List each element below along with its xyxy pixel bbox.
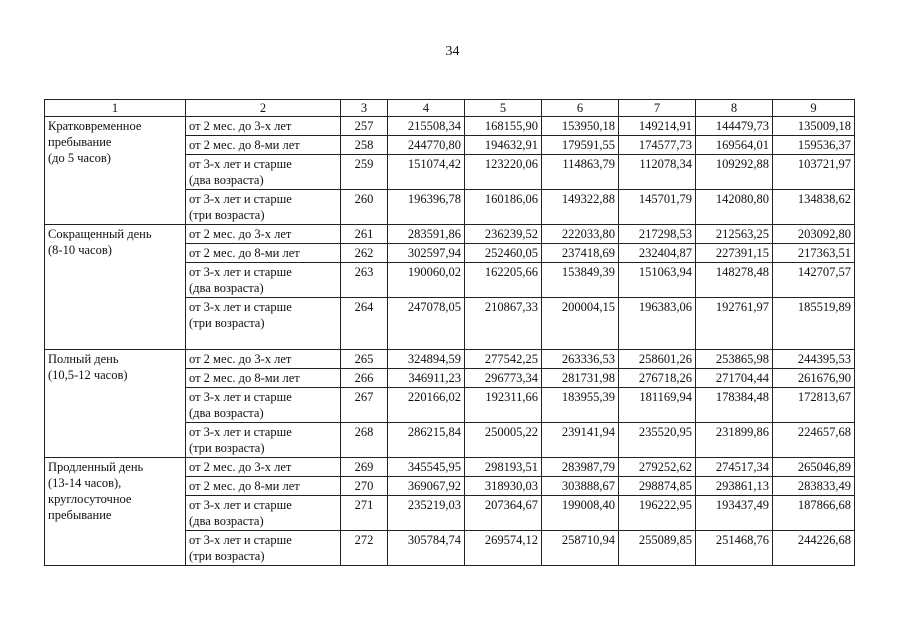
value-cell: 298193,51	[465, 458, 542, 477]
value-cell: 114863,79	[542, 155, 619, 190]
value-cell: 192311,66	[465, 388, 542, 423]
value-cell: 142080,80	[696, 190, 773, 225]
value-cell: 232404,87	[619, 244, 696, 263]
value-cell: 251468,76	[696, 531, 773, 566]
value-cell: 303888,67	[542, 477, 619, 496]
category-label-line: пребывание	[48, 508, 112, 522]
value-cell: 217298,53	[619, 225, 696, 244]
age-group-cell	[186, 477, 341, 496]
row-code-cell: 259	[341, 155, 388, 190]
value-cell: 263336,53	[542, 350, 619, 369]
category-label-line: Сокращенный день	[48, 227, 152, 241]
value-cell: 148278,48	[696, 263, 773, 298]
value-cell: 236239,52	[465, 225, 542, 244]
value-cell: 293861,13	[696, 477, 773, 496]
value-cell: 302597,94	[388, 244, 465, 263]
age-group-label-line: от 2 мес. до 3-х лет	[189, 460, 292, 474]
table-row	[45, 458, 855, 477]
row-code-cell: 261	[341, 225, 388, 244]
category-label-line: (8-10 часов)	[48, 243, 112, 257]
value-cell: 153950,18	[542, 117, 619, 136]
value-cell: 274517,34	[696, 458, 773, 477]
value-cell: 296773,34	[465, 369, 542, 388]
value-cell: 220166,02	[388, 388, 465, 423]
value-cell: 258601,26	[619, 350, 696, 369]
value-cell: 258710,94	[542, 531, 619, 566]
table-row	[45, 350, 855, 369]
value-cell: 277542,25	[465, 350, 542, 369]
value-cell: 174577,73	[619, 136, 696, 155]
value-cell: 279252,62	[619, 458, 696, 477]
value-cell: 203092,80	[773, 225, 855, 244]
value-cell: 168155,90	[465, 117, 542, 136]
value-cell: 283591,86	[388, 225, 465, 244]
age-group-label-line: (два возраста)	[189, 514, 264, 528]
age-group-label-line: от 3-х лет и старше	[189, 300, 292, 314]
age-group-cell	[186, 263, 341, 298]
value-cell: 224657,68	[773, 423, 855, 458]
row-code-cell: 263	[341, 263, 388, 298]
value-cell: 239141,94	[542, 423, 619, 458]
value-cell: 345545,95	[388, 458, 465, 477]
value-cell: 324894,59	[388, 350, 465, 369]
value-cell: 193437,49	[696, 496, 773, 531]
value-cell: 265046,89	[773, 458, 855, 477]
value-cell: 151063,94	[619, 263, 696, 298]
value-cell: 210867,33	[465, 298, 542, 350]
age-group-cell	[186, 496, 341, 531]
value-cell: 123220,06	[465, 155, 542, 190]
age-group-cell	[186, 350, 341, 369]
value-cell: 271704,44	[696, 369, 773, 388]
age-group-cell	[186, 155, 341, 190]
value-cell: 250005,22	[465, 423, 542, 458]
column-header: 8	[696, 100, 773, 117]
value-cell: 237418,69	[542, 244, 619, 263]
value-cell: 247078,05	[388, 298, 465, 350]
value-cell: 283987,79	[542, 458, 619, 477]
value-cell: 217363,51	[773, 244, 855, 263]
category-cell	[45, 117, 186, 225]
category-label-line: круглосуточное	[48, 492, 132, 506]
value-cell: 169564,01	[696, 136, 773, 155]
age-group-label-line: от 3-х лет и старше	[189, 192, 292, 206]
row-code-cell: 268	[341, 423, 388, 458]
column-header: 4	[388, 100, 465, 117]
row-code-cell: 257	[341, 117, 388, 136]
value-cell: 207364,67	[465, 496, 542, 531]
value-cell: 276718,26	[619, 369, 696, 388]
value-cell: 253865,98	[696, 350, 773, 369]
value-cell: 269574,12	[465, 531, 542, 566]
page-number: 34	[445, 44, 460, 59]
age-group-cell	[186, 225, 341, 244]
age-group-label-line: от 3-х лет и старше	[189, 390, 292, 404]
age-group-label-line: (три возраста)	[189, 208, 265, 222]
value-cell: 103721,97	[773, 155, 855, 190]
value-cell: 196222,95	[619, 496, 696, 531]
age-group-label-line: от 2 мес. до 8-ми лет	[189, 138, 300, 152]
category-label-line: (до 5 часов)	[48, 151, 111, 165]
age-group-cell	[186, 190, 341, 225]
category-cell	[45, 225, 186, 350]
value-cell: 185519,89	[773, 298, 855, 350]
value-cell: 244770,80	[388, 136, 465, 155]
value-cell: 215508,34	[388, 117, 465, 136]
row-code-cell: 262	[341, 244, 388, 263]
value-cell: 318930,03	[465, 477, 542, 496]
value-cell: 135009,18	[773, 117, 855, 136]
age-group-cell	[186, 423, 341, 458]
value-cell: 153849,39	[542, 263, 619, 298]
age-group-cell	[186, 244, 341, 263]
row-code-cell: 264	[341, 298, 388, 350]
value-cell: 187866,68	[773, 496, 855, 531]
value-cell: 283833,49	[773, 477, 855, 496]
value-cell: 305784,74	[388, 531, 465, 566]
column-header: 6	[542, 100, 619, 117]
value-cell: 183955,39	[542, 388, 619, 423]
value-cell: 196383,06	[619, 298, 696, 350]
value-cell: 149322,88	[542, 190, 619, 225]
age-group-label-line: (три возраста)	[189, 549, 265, 563]
age-group-cell	[186, 531, 341, 566]
age-group-label-line: (два возраста)	[189, 173, 264, 187]
value-cell: 144479,73	[696, 117, 773, 136]
column-header: 9	[773, 100, 855, 117]
row-code-cell: 258	[341, 136, 388, 155]
value-cell: 151074,42	[388, 155, 465, 190]
value-cell: 178384,48	[696, 388, 773, 423]
value-cell: 200004,15	[542, 298, 619, 350]
row-code-cell: 269	[341, 458, 388, 477]
age-group-label-line: от 3-х лет и старше	[189, 498, 292, 512]
value-cell: 192761,97	[696, 298, 773, 350]
value-cell: 212563,25	[696, 225, 773, 244]
age-group-cell	[186, 458, 341, 477]
value-cell: 145701,79	[619, 190, 696, 225]
value-cell: 298874,85	[619, 477, 696, 496]
category-label-line: Продленный день	[48, 460, 144, 474]
value-cell: 369067,92	[388, 477, 465, 496]
value-cell: 255089,85	[619, 531, 696, 566]
value-cell: 231899,86	[696, 423, 773, 458]
value-cell: 281731,98	[542, 369, 619, 388]
row-code-cell: 260	[341, 190, 388, 225]
age-group-label-line: от 3-х лет и старше	[189, 157, 292, 171]
category-label-line: Полный день	[48, 352, 119, 366]
age-group-label-line: от 2 мес. до 3-х лет	[189, 352, 292, 366]
value-cell: 134838,62	[773, 190, 855, 225]
value-cell: 235219,03	[388, 496, 465, 531]
value-cell: 159536,37	[773, 136, 855, 155]
value-cell: 235520,95	[619, 423, 696, 458]
category-cell	[45, 350, 186, 458]
age-group-cell	[186, 136, 341, 155]
column-header: 7	[619, 100, 696, 117]
header-row	[45, 100, 855, 117]
value-cell: 172813,67	[773, 388, 855, 423]
column-header: 3	[341, 100, 388, 117]
row-code-cell: 267	[341, 388, 388, 423]
age-group-cell	[186, 388, 341, 423]
value-cell: 199008,40	[542, 496, 619, 531]
category-cell	[45, 458, 186, 566]
value-cell: 261676,90	[773, 369, 855, 388]
category-label-line: Кратковременное	[48, 119, 142, 133]
category-label-line: (10,5-12 часов)	[48, 368, 128, 382]
value-cell: 190060,02	[388, 263, 465, 298]
age-group-cell	[186, 117, 341, 136]
value-cell: 149214,91	[619, 117, 696, 136]
value-cell: 196396,78	[388, 190, 465, 225]
age-group-label-line: от 3-х лет и старше	[189, 265, 292, 279]
tariff-table	[44, 99, 855, 566]
value-cell: 244226,68	[773, 531, 855, 566]
value-cell: 112078,34	[619, 155, 696, 190]
value-cell: 244395,53	[773, 350, 855, 369]
value-cell: 346911,23	[388, 369, 465, 388]
value-cell: 286215,84	[388, 423, 465, 458]
column-header: 1	[45, 100, 186, 117]
row-code-cell: 272	[341, 531, 388, 566]
table-row	[45, 117, 855, 136]
value-cell: 179591,55	[542, 136, 619, 155]
row-code-cell: 266	[341, 369, 388, 388]
row-code-cell: 271	[341, 496, 388, 531]
age-group-label-line: от 2 мес. до 8-ми лет	[189, 479, 300, 493]
value-cell: 194632,91	[465, 136, 542, 155]
age-group-cell	[186, 298, 341, 350]
age-group-label-line: (три возраста)	[189, 441, 265, 455]
value-cell: 142707,57	[773, 263, 855, 298]
value-cell: 181169,94	[619, 388, 696, 423]
age-group-label-line: от 2 мес. до 8-ми лет	[189, 246, 300, 260]
age-group-cell	[186, 369, 341, 388]
column-header: 2	[186, 100, 341, 117]
row-code-cell: 270	[341, 477, 388, 496]
value-cell: 222033,80	[542, 225, 619, 244]
category-label-line: пребывание	[48, 135, 112, 149]
age-group-label-line: от 2 мес. до 8-ми лет	[189, 371, 300, 385]
table-row	[45, 225, 855, 244]
age-group-label-line: от 3-х лет и старше	[189, 533, 292, 547]
category-label-line: (13-14 часов),	[48, 476, 122, 490]
age-group-label-line: (два возраста)	[189, 406, 264, 420]
value-cell: 227391,15	[696, 244, 773, 263]
column-header: 5	[465, 100, 542, 117]
value-cell: 162205,66	[465, 263, 542, 298]
age-group-label-line: (три возраста)	[189, 316, 265, 330]
age-group-label-line: (два возраста)	[189, 281, 264, 295]
value-cell: 109292,88	[696, 155, 773, 190]
age-group-label-line: от 3-х лет и старше	[189, 425, 292, 439]
value-cell: 252460,05	[465, 244, 542, 263]
value-cell: 160186,06	[465, 190, 542, 225]
row-code-cell: 265	[341, 350, 388, 369]
age-group-label-line: от 2 мес. до 3-х лет	[189, 227, 292, 241]
age-group-label-line: от 2 мес. до 3-х лет	[189, 119, 292, 133]
